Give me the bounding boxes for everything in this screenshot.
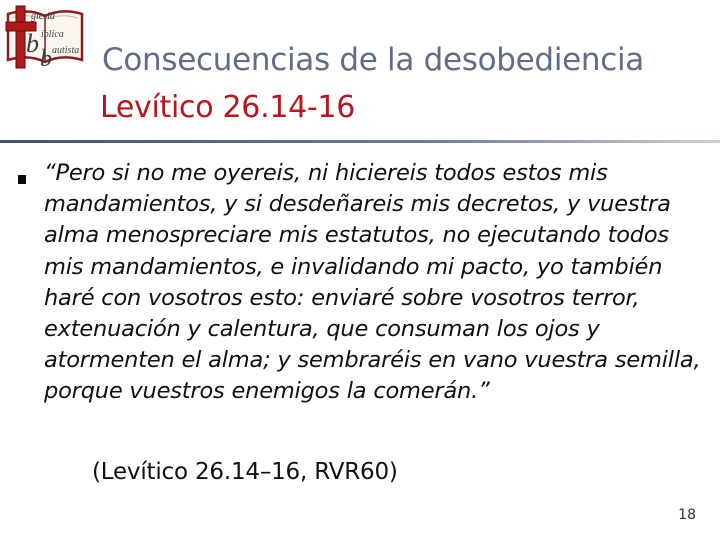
logo-text-line1: glesia <box>31 11 55 22</box>
title-divider <box>0 140 720 143</box>
scripture-quote: “Pero si no me oyereis, ni hiciereis todos estos mis mandamientos, y si desdeñareis mis decretos, y vuestra alma menospreciare mis estatutos, no ejecutando todos mis mandamientos, e invalidando mi pacto, yo también haré con vosotros esto: enviaré sobre vosotros terror, extenuación y calentura, que consuman los ojos y atormenten el alma; y sembraréis en vano vuestra semilla, porque vuestros enemigos la comerán.” <box>44 160 701 405</box>
scripture-citation: (Levítico 26.14–16, RVR60) <box>92 459 398 485</box>
svg-text:b: b <box>40 46 52 70</box>
logo-text-line3: autista <box>52 45 80 56</box>
slide-title: Consecuencias de la desobediencia <box>102 42 645 78</box>
svg-text:b: b <box>26 29 39 58</box>
logo-text-line2: iblica <box>41 29 64 40</box>
church-logo <box>4 4 86 70</box>
page-number: 18 <box>678 507 696 523</box>
slide-subtitle: Levítico 26.14-16 <box>100 90 355 125</box>
bullet-icon <box>18 175 26 184</box>
